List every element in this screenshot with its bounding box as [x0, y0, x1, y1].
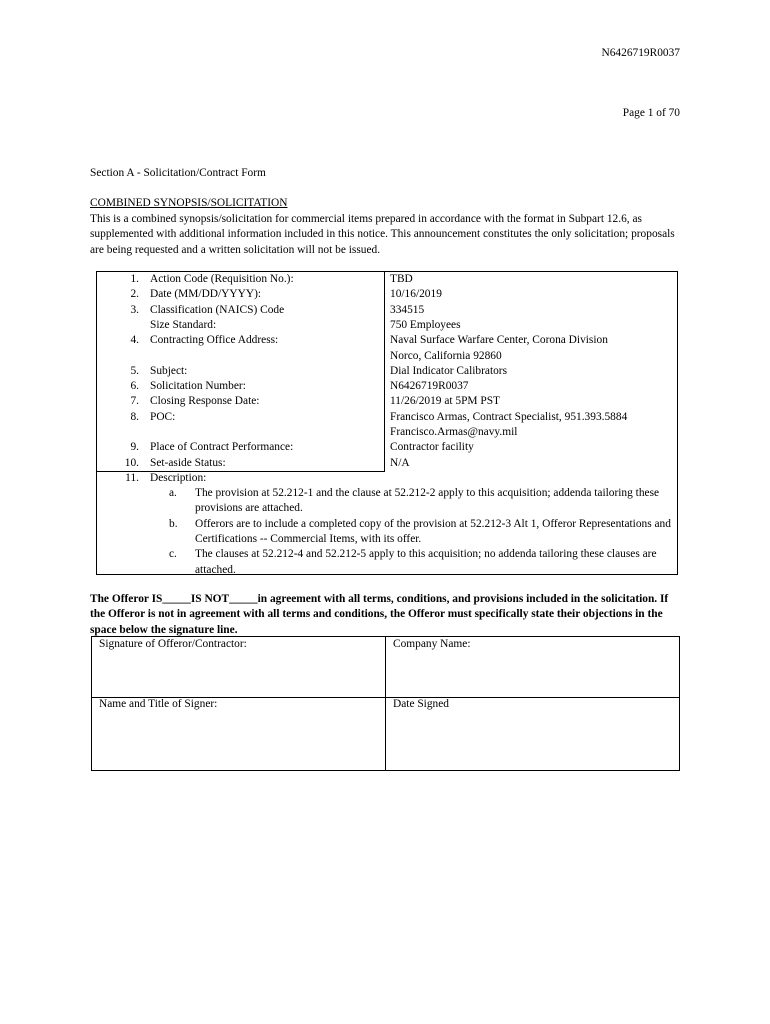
company-name-field-label: Company Name:: [393, 638, 471, 650]
name-title-field-label: Name and Title of Signer:: [99, 698, 218, 710]
column-divider: [384, 272, 385, 472]
signature-field-label: Signature of Offeror/Contractor:: [99, 638, 247, 650]
synopsis-heading: COMBINED SYNOPSIS/SOLICITATION: [90, 197, 288, 209]
column-divider: [385, 637, 386, 770]
signature-table: [91, 636, 680, 771]
row-divider: [97, 471, 385, 472]
date-signed-field-label: Date Signed: [393, 698, 449, 710]
document-reference-number: N6426719R0037: [601, 47, 680, 59]
intro-paragraph: This is a combined synopsis/solicitation for commercial items prepared in accordance with the format in Subpart 12.6, as supplemented with additional information included in this notice. This announcement constitutes the only solicitation; proposals are being requested and a written solicitation will not be issued.: [90, 213, 675, 256]
offeror-agreement-statement: The Offeror IS_____IS NOT_____in agreement with all terms, conditions, and provisions included in the solicitation. If the Offeror is not in agreement with all terms and conditions, the Offeror must specifically state their objections in the space below the signature line.: [90, 593, 669, 636]
page-number: Page 1 of 70: [622, 107, 680, 119]
section-title: Section A - Solicitation/Contract Form: [90, 167, 266, 179]
solicitation-items-table: 1. Action Code (Requisition No.): TBD 2. Date (MM/DD/YYYY): 10/16/2019 3. Classification (NAICS) Code 334515 Size Standard: 750 Employees 4. Contracting Office Address: Naval Surface Warfare Center, Corona Division Norco, California 92860 5. Subject: Dial Indicator Calibrators 6. Solicitation Number: N6426719R0037 7. Closing Response Date: 11/26/2019 at 5PM PST 8. POC: Francisco Armas, Contract Specialist, 951.393.5884 Francisco.Armas@navy.mil 9. Place of Contract Performance: Contractor facility 10. Set-aside Status: N/A 11. Description: a. The provision at 52.212-1 and the clause at 52.212-2 apply to this acquisition; addenda tailoring these provisions are attached. b. Offerors are to include a completed copy of the provision at 52.212-3 Alt 1, Offeror Representations and Certifications -- Commercial Items, with its offer. c. The clauses at 52.212-4 and 52.212-5 apply to this acquisition; no addenda tailoring these clauses are attached.: [96, 271, 678, 575]
